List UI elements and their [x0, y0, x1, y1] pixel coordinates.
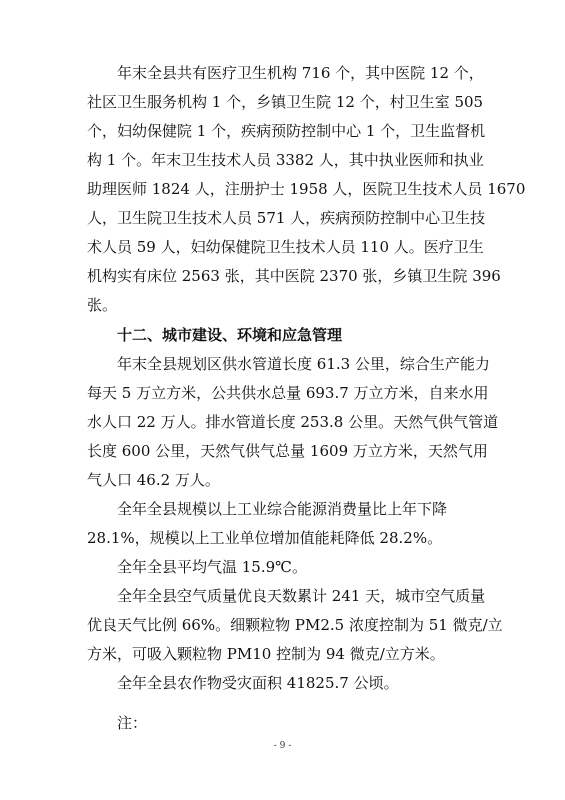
text-line: 方米，可吸入颗粒物 PM10 控制为 94 微克/立方米。 — [87, 645, 445, 663]
text-line: 张。 — [87, 296, 118, 314]
text-line: 社区卫生服务机构 1 个，乡镇卫生院 12 个，村卫生室 505 — [87, 93, 484, 111]
text-line: 助理医师 1824 人，注册护士 1958 人，医院卫生技术人员 1670 — [87, 180, 526, 198]
text-line: 长度 600 公里，天然气供气总量 1609 万立方米，天然气用 — [87, 442, 488, 460]
text-line: 构 1 个。年末卫生技术人员 3382 人，其中执业医师和执业 — [87, 151, 484, 169]
text-line: 气人口 46.2 万人。 — [87, 471, 220, 489]
text-line: 年末全县共有医疗卫生机构 716 个，其中医院 12 个， — [117, 64, 484, 82]
text-line: 个，妇幼保健院 1 个，疾病预防控制中心 1 个，卫生监督机 — [87, 122, 486, 140]
text-line: 全年全县规模以上工业综合能源消费量比上年下降 — [117, 500, 448, 518]
temperature-line: 全年全县平均气温 15.9℃。 — [117, 558, 307, 576]
text-line: 28.1%，规模以上工业单位增加值能耗降低 28.2%。 — [87, 529, 443, 547]
note-label: 注： — [117, 714, 148, 732]
text-line: 人，卫生院卫生技术人员 571 人，疾病预防控制中心卫生技 — [87, 209, 486, 227]
disaster-line: 全年全县农作物受灾面积 41825.7 公顷。 — [117, 674, 399, 692]
page-number: - 9 - — [273, 741, 292, 751]
section-heading: 十二、城市建设、环境和应急管理 — [117, 326, 343, 344]
text-line: 水人口 22 万人。排水管道长度 253.8 公里。天然气供气管道 — [87, 413, 499, 431]
text-line: 年末全县规划区供水管道长度 61.3 公里，综合生产能力 — [117, 355, 490, 373]
text-line: 全年全县空气质量优良天数累计 241 天，城市空气质量 — [117, 587, 486, 605]
text-line: 每天 5 万立方米，公共供水总量 693.7 万立方米，自来水用 — [87, 384, 489, 402]
text-line: 优良天气比例 66%。细颗粒物 PM2.5 浓度控制为 51 微克/立 — [87, 616, 503, 634]
text-line: 机构实有床位 2563 张，其中医院 2370 张，乡镇卫生院 396 — [87, 267, 501, 285]
text-line: 术人员 59 人，妇幼保健院卫生技术人员 110 人。医疗卫生 — [87, 238, 484, 256]
